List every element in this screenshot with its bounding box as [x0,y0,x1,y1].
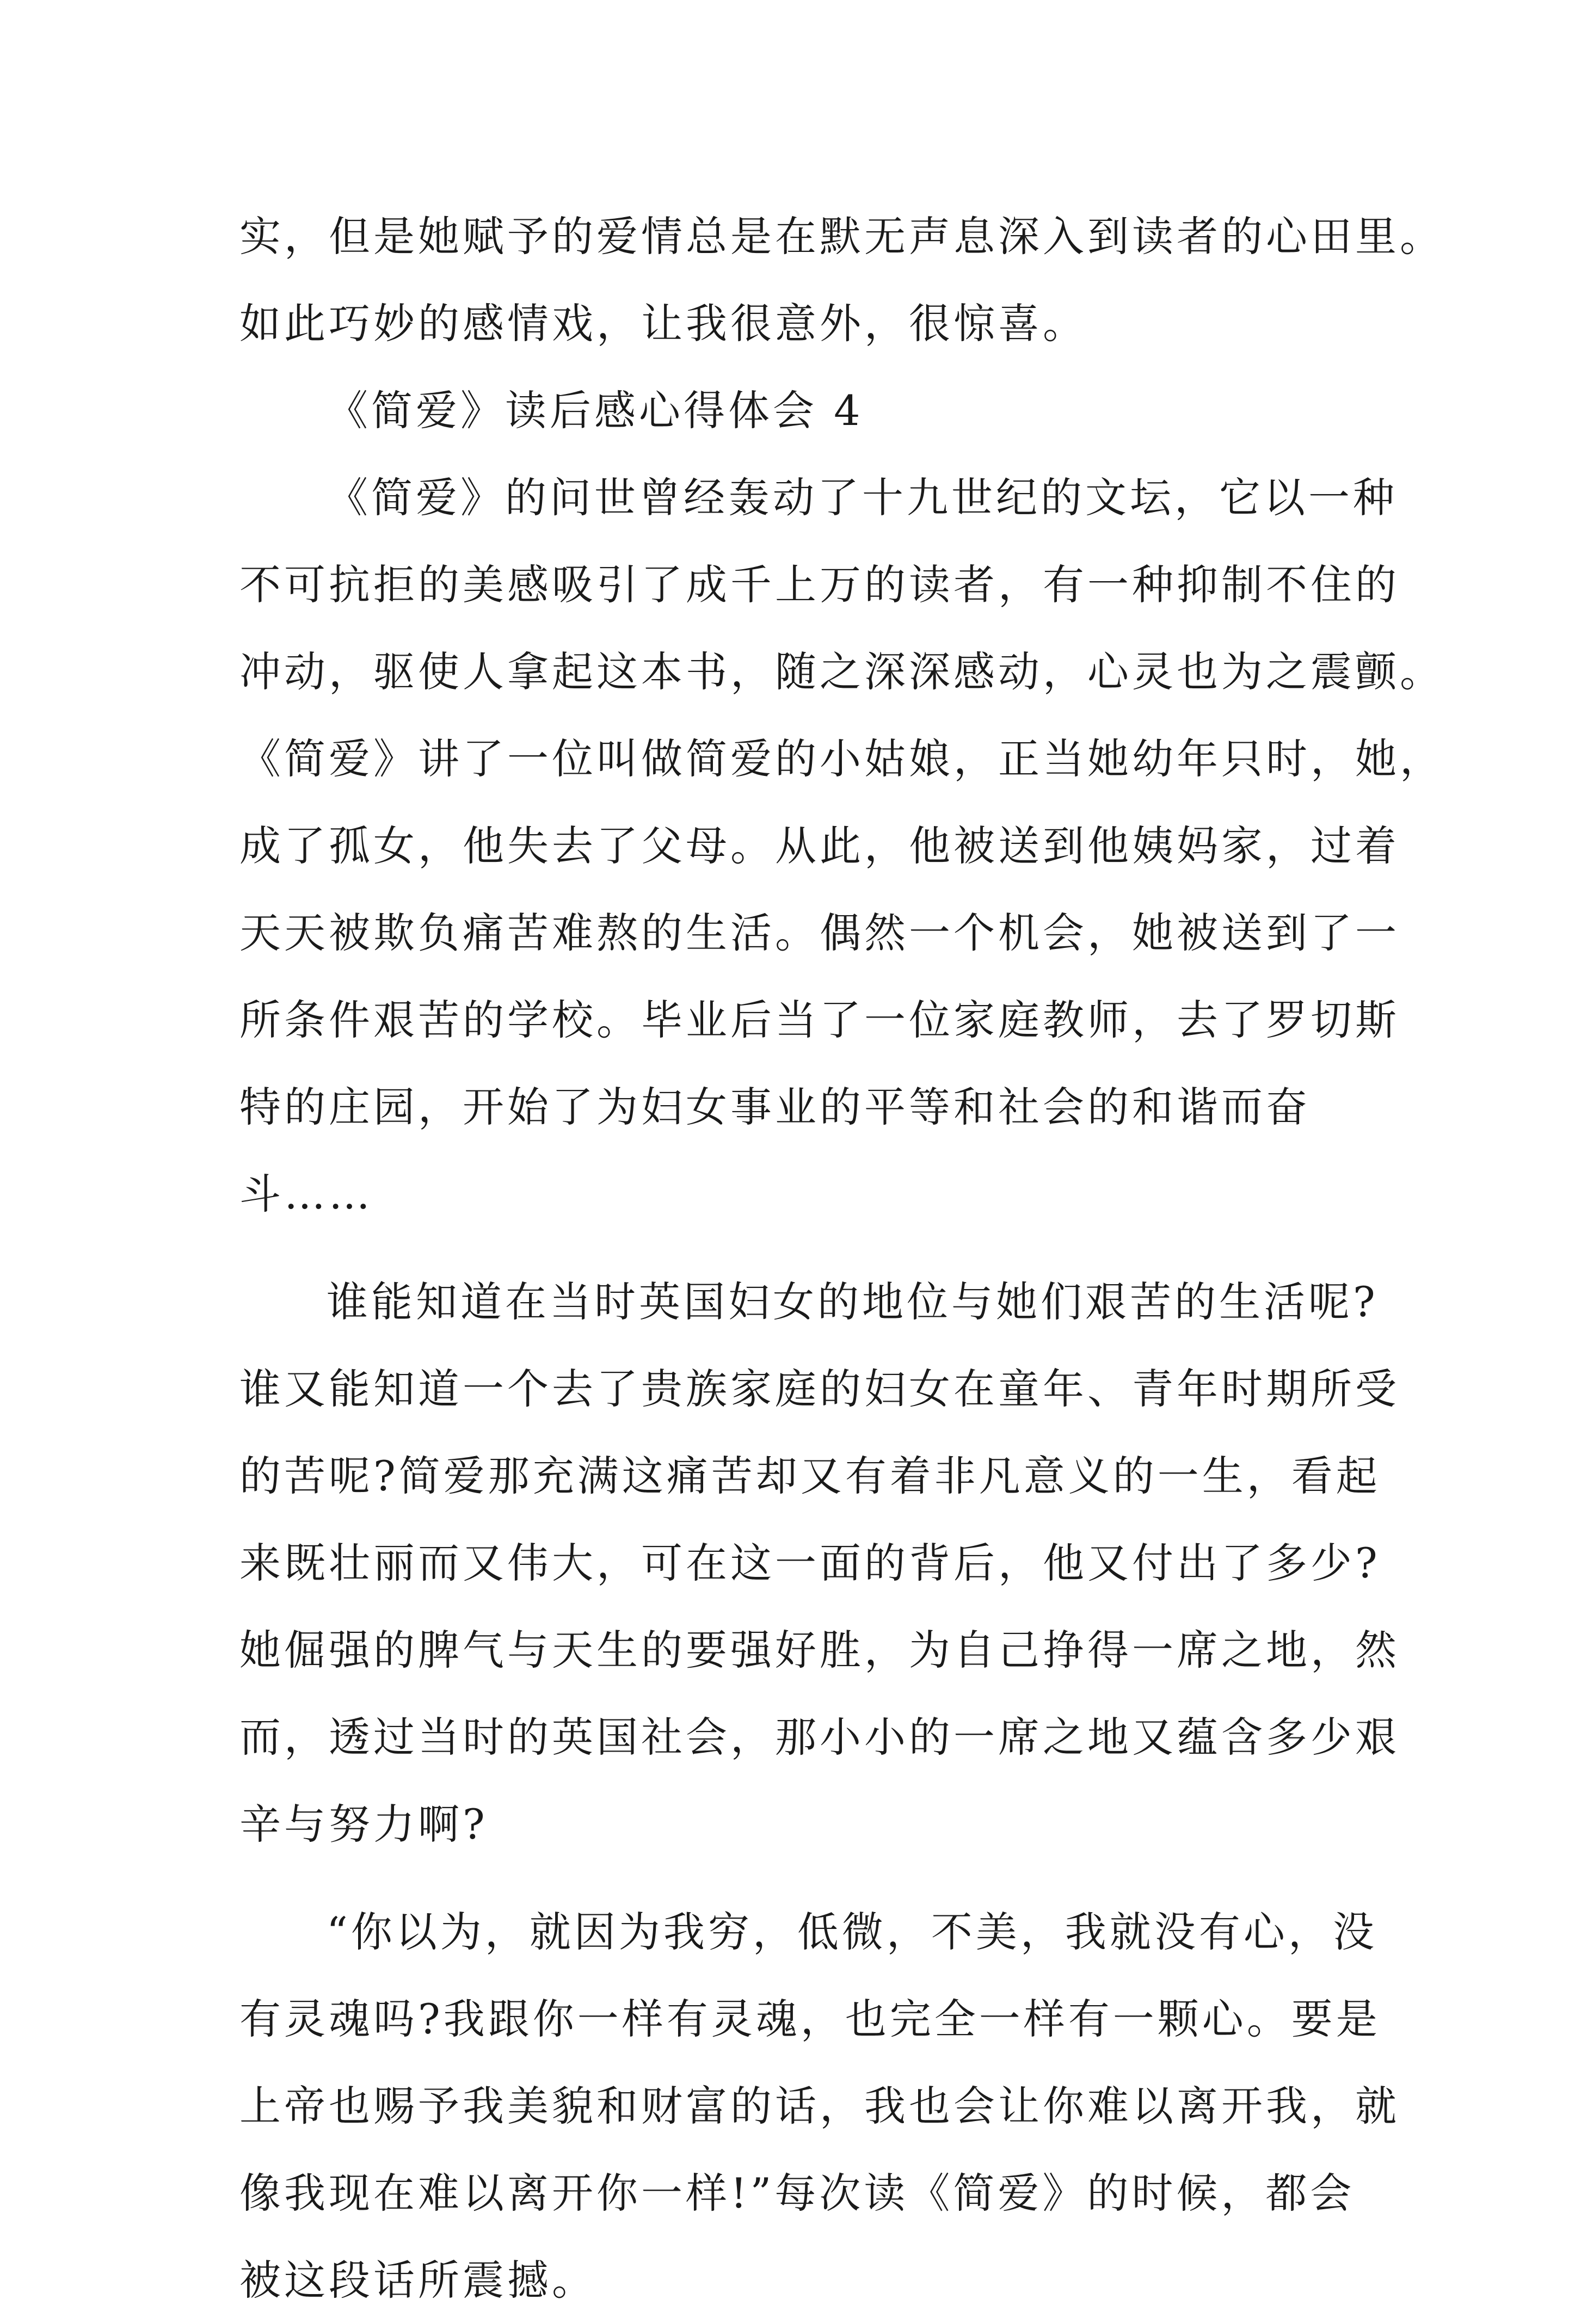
text-line: “你以为，就因为我穷，低微，不美，我就没有心，没 [327,1908,1377,1956]
text-line: 谁又能知道一个去了贵族家庭的妇女在童年、青年时期所受 [239,1365,1400,1413]
text-line: 谁能知道在当时英国妇女的地位与她们艰苦的生活呢? [327,1278,1379,1326]
text-line: 不可抗拒的美感吸引了成千上万的读者，有一种抑制不住的 [239,560,1400,609]
text-line: 《简爱》讲了一位叫做简爱的小姑娘，正当她幼年只时，她， [239,735,1444,783]
text-line: 成了孤女，他失去了父母。从此，他被送到他姨妈家，过着 [239,822,1400,870]
text-line: 特的庄园，开始了为妇女事业的平等和社会的和谐而奋 [239,1083,1311,1131]
text-line: 被这段话所震撼。 [239,2256,596,2304]
text-line: 上帝也赐予我美貌和财富的话，我也会让你难以离开我，就 [239,2082,1400,2130]
document-body [239,193,1444,2324]
text-line: 辛与努力啊? [239,1800,488,1848]
text-line: 有灵魂吗?我跟你一样有灵魂，也完全一样有一颗心。要是 [239,1995,1381,2043]
text-line: 像我现在难以离开你一样!”每次读《简爱》的时候，都会 [239,2169,1355,2217]
text-line: 的苦呢?简爱那充满这痛苦却又有着非凡意义的一生，看起 [239,1452,1381,1500]
section-heading: 《简爱》读后感心得体会 4 [327,386,864,435]
text-line: 冲动，驱使人拿起这本书，随之深深感动，心灵也为之震颤。 [239,648,1444,696]
text-line: 所条件艰苦的学校。毕业后当了一位家庭教师，去了罗切斯 [239,996,1400,1044]
paragraph-gap [239,1238,1393,1259]
text-line: 来既壮丽而又伟大，可在这一面的背后，他又付出了多少? [239,1539,1381,1587]
text-line: 如此巧妙的感情戏，让我很意外，很惊喜。 [239,299,1087,348]
text-line: 实，但是她赋予的爱情总是在默无声息深入到读者的心田里。 [239,212,1444,261]
text-line: 而，透过当时的英国社会，那小小的一席之地又蕴含多少艰 [239,1713,1400,1761]
text-line: 天天被欺负痛苦难熬的生活。偶然一个机会，她被送到了一 [239,909,1400,957]
text-line: 斗…… [239,1170,373,1218]
text-line: 她倔强的脾气与天生的要强好胜，为自己挣得一席之地，然 [239,1626,1400,1674]
text-line: 《简爱》的问世曾经轰动了十九世纪的文坛，它以一种 [327,473,1398,522]
paragraph-gap [239,1868,1393,1889]
